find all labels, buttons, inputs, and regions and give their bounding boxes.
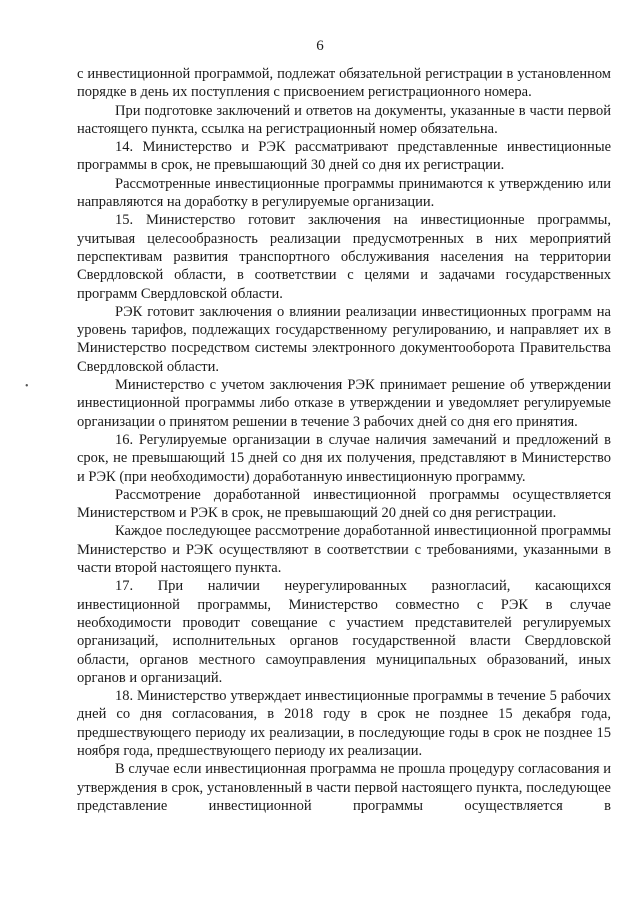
- paragraph: В случае если инвестиционная программа не прошла процедуру согласования и утверждения в срок, установленный в части первой настоящего пункта, последующее представление инвестиционной программы осуществляется в: [77, 761, 611, 814]
- paragraph: 17. При наличии неурегулированных разногласий, касающихся инвестиционной программы, Министерство совместно с РЭК в случае необходимости проводит совещание с участием представителей регулируемых организаций, исполнительных органов государственной власти Свердловской области, органов местного самоуправления муниципальных образований, иных органов и организаций.: [77, 578, 611, 686]
- paragraph: Министерство с учетом заключения РЭК принимает решение об утверждении инвестиционной программы либо отказе в утверждении и уведомляет регулируемые организации о принятом решении в течение 3 рабочих дней со дня его принятия.: [77, 377, 611, 430]
- paragraph: Каждое последующее рассмотрение доработанной инвестиционной программы Министерство и РЭК осуществляют в соответствии с требованиями, указанными в части второй настоящего пункта.: [77, 523, 611, 577]
- paragraph: 14. Министерство и РЭК рассматривают представленные инвестиционные программы в срок, не превышающий 30 дней со дня их регистрации.: [77, 139, 611, 174]
- paragraph: с инвестиционной программой, подлежат обязательной регистрации в установленном порядке в день их поступления с присвоением регистрационного номера.: [77, 66, 611, 101]
- paragraph: 15. Министерство готовит заключения на инвестиционные программы, учитывая целесообразность реализации предусмотренных в них мероприятий перспективам развития транспортного обслуживания населения на территории Свердловской области, в соответствии с целями и задачами государственных программ Свердловской области.: [77, 212, 611, 302]
- document-body: [77, 65, 611, 815]
- page-number: 6: [316, 38, 324, 54]
- paragraph: РЭК готовит заключения о влиянии реализации инвестиционных программ на уровень тарифов, подлежащих государственному регулированию, и направляет их в Министерство посредством системы электронного документооборота Правительства Свердловской области.: [77, 303, 611, 375]
- paragraph: 18. Министерство утверждает инвестиционные программы в течение 5 рабочих дней со дня согласования, в 2018 году в срок не позднее 15 декабря года, предшествующего периоду их реализации, в последующие годы в срок не позднее 15 ноября года, предшествующего периоду их реализации.: [77, 688, 611, 759]
- scan-mark: •: [25, 381, 29, 392]
- paragraph: Рассмотрение доработанной инвестиционной программы осуществляется Министерством и РЭК в срок, не превышающий 20 дней со дня регистрации.: [77, 486, 611, 522]
- paragraph: Рассмотренные инвестиционные программы принимаются к утверждению или направляются на доработку в регулируемые организации.: [77, 175, 611, 211]
- paragraph: При подготовке заключений и ответов на документы, указанные в части первой настоящего пункта, ссылка на регистрационный номер обязательна.: [77, 102, 611, 137]
- paragraph: 16. Регулируемые организации в случае наличия замечаний и предложений в срок, не превышающий 15 дней со дня их получения, представляют в Министерство и РЭК (при необходимости) доработанную инвестиционную программу.: [77, 431, 611, 485]
